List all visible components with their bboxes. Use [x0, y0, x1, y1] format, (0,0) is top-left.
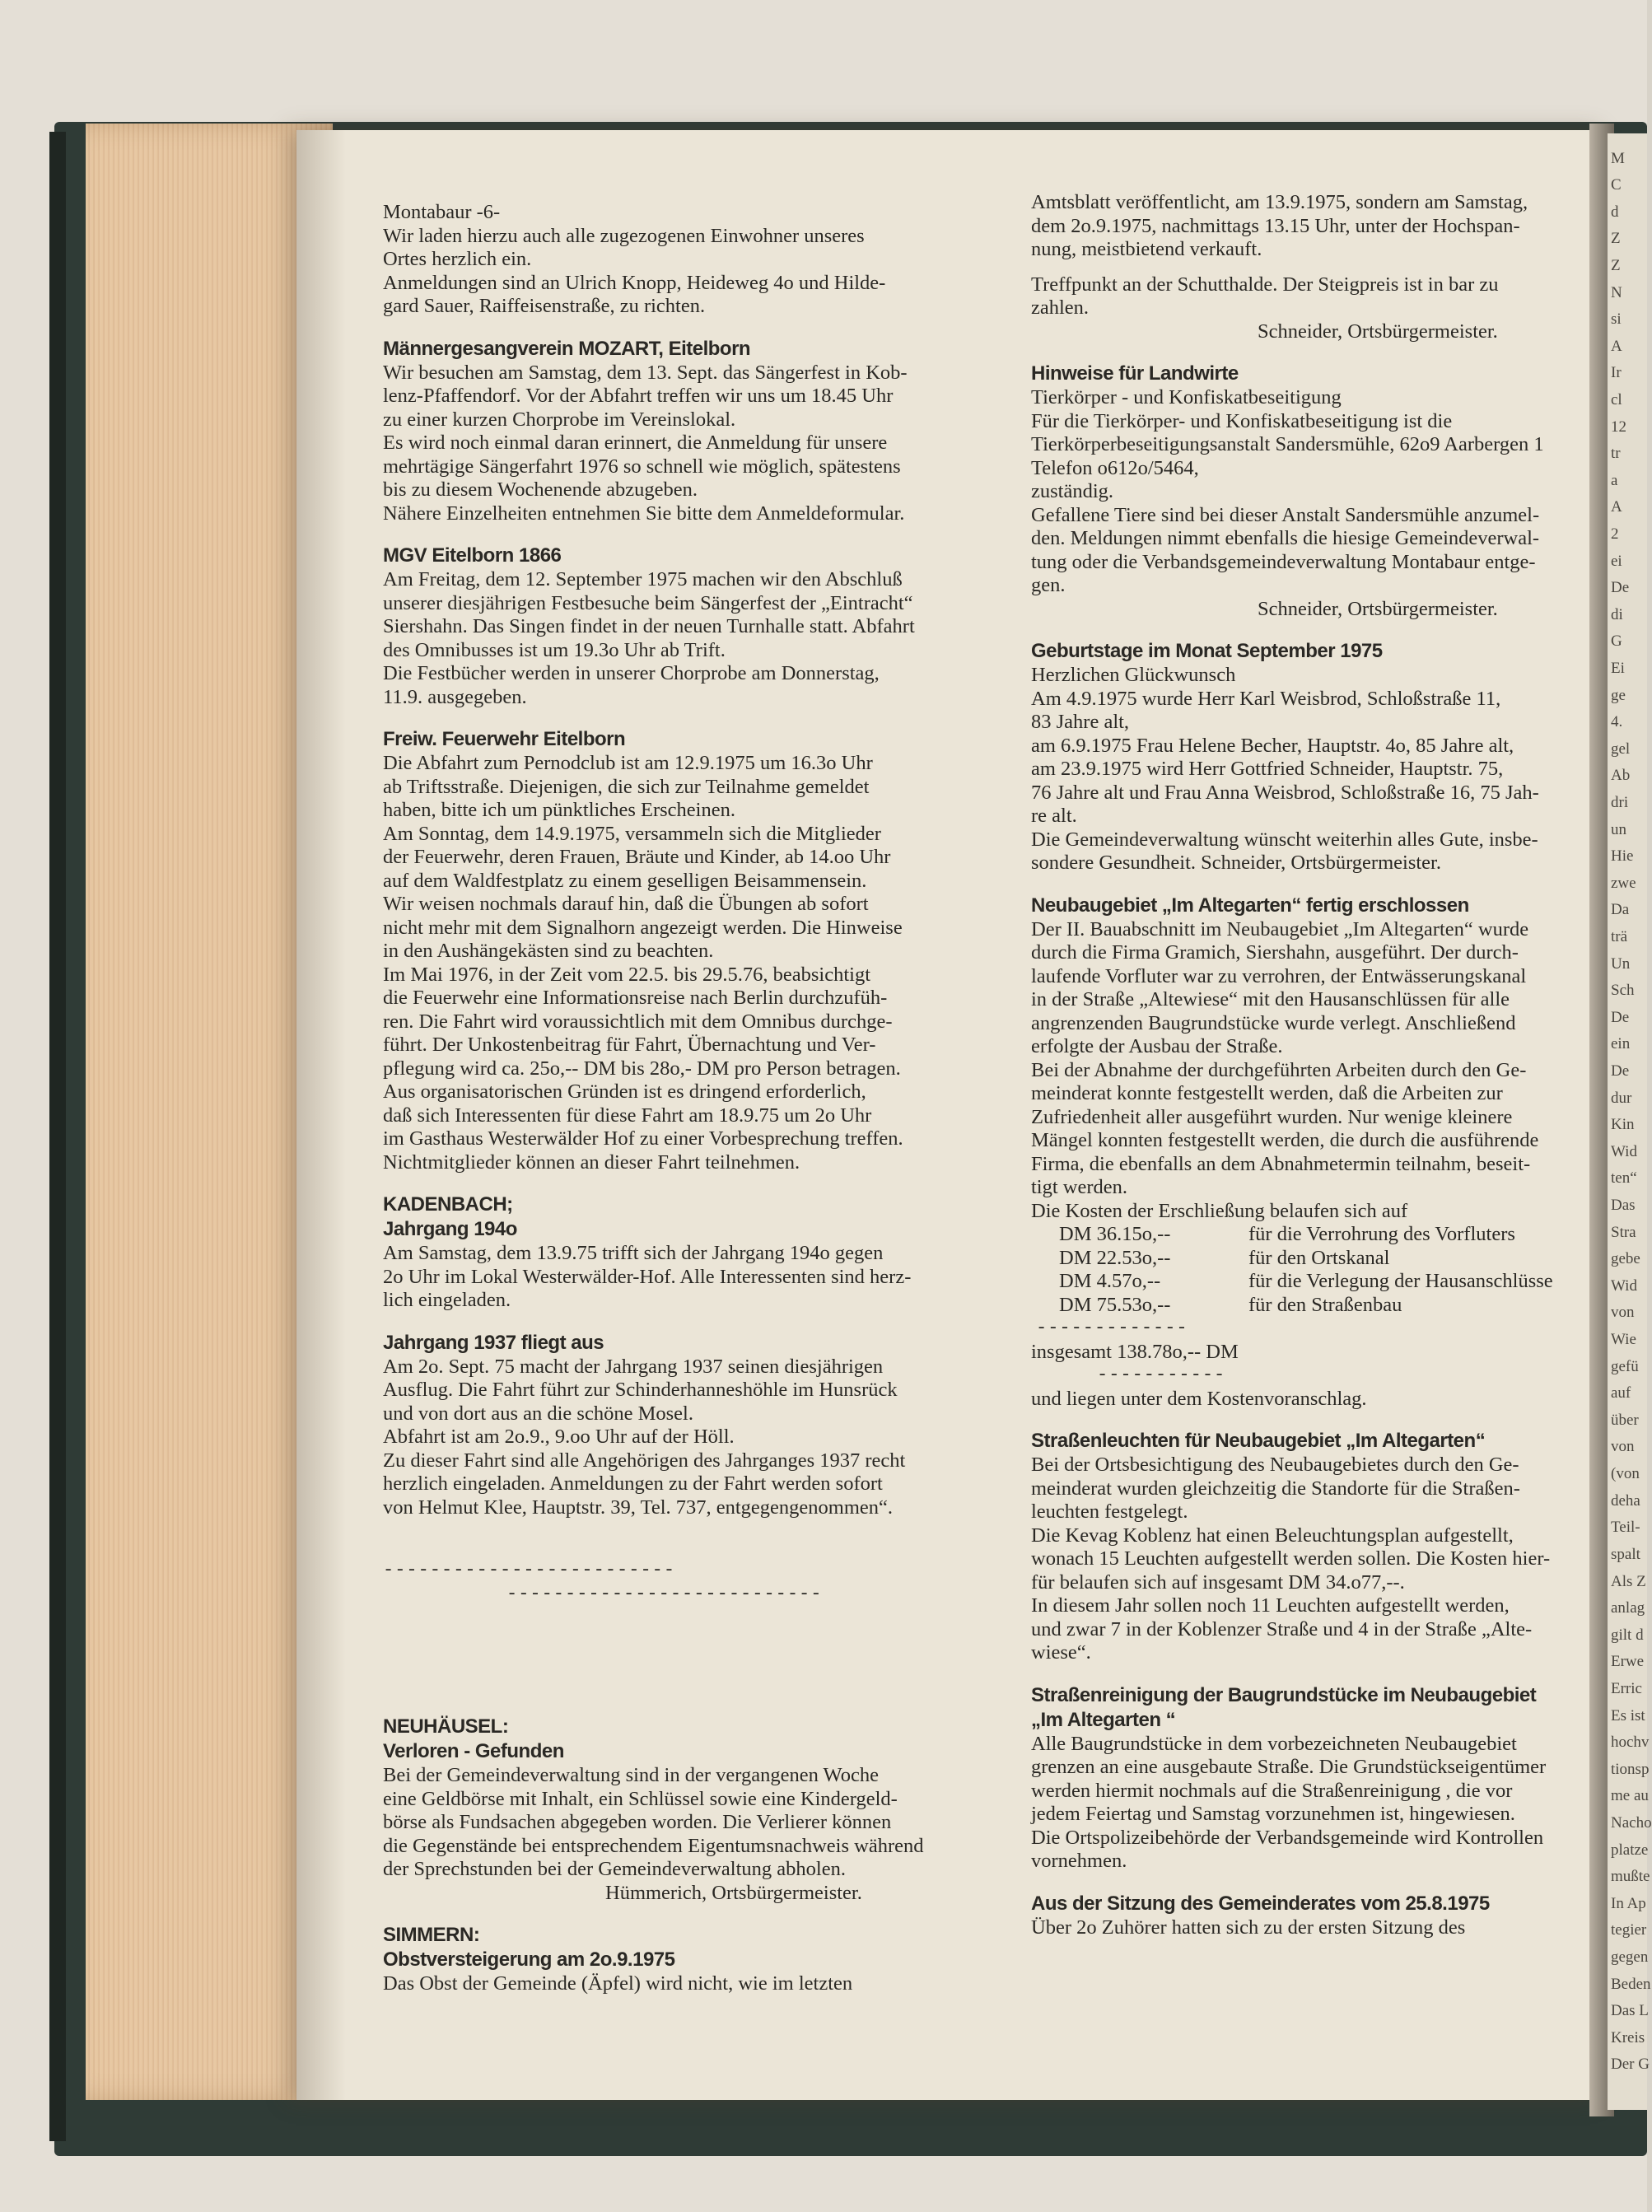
facing-page-text-fragment: mußte — [1611, 1868, 1650, 1885]
text-line: wiese“. — [1031, 1641, 1091, 1664]
cost-purpose: für den Straßenbau — [1248, 1293, 1402, 1316]
text-line: erfolgte der Ausbau der Straße. — [1031, 1035, 1283, 1057]
left-column — [383, 201, 992, 1996]
facing-page-text-fragment: von — [1611, 1438, 1635, 1455]
text-line: ab Triftsstraße. Diejenigen, die sich zur Teilnahme gemeldet — [383, 775, 870, 798]
facing-page-text-fragment: gebe — [1611, 1250, 1640, 1267]
facing-page-text-fragment: ein — [1611, 1035, 1631, 1052]
article-heading: MGV Eitelborn 1866 — [383, 544, 562, 567]
text-line: grenzen an eine ausgebaute Straße. Die Grundstückseigentümer — [1031, 1756, 1547, 1778]
cost-amount: DM 4.57o,-- — [1059, 1270, 1161, 1292]
page-stack-edges — [86, 124, 333, 2100]
section-divider: --------------------------- — [506, 1583, 823, 1604]
text-line: meinderat konnte festgestellt werden, daß die Arbeiten zur — [1031, 1082, 1503, 1104]
signature: Schneider, Ortsbürgermeister. — [1258, 320, 1498, 343]
text-line: Am Samstag, dem 13.9.75 trifft sich der Jahrgang 194o gegen — [383, 1242, 884, 1264]
facing-page-text-fragment: A — [1611, 338, 1622, 355]
text-line: durch die Firma Gramich, Siershahn, ausgeführt. Der durch- — [1031, 941, 1519, 964]
cost-purpose: für die Verrohrung des Vorfluters — [1248, 1223, 1515, 1245]
facing-page-text-fragment: gefü — [1611, 1358, 1639, 1375]
text-line: Am Sonntag, dem 14.9.1975, versammeln sich die Mitglieder — [383, 822, 881, 845]
facing-page-text-fragment: De — [1611, 1009, 1630, 1026]
text-line: herzlich eingeladen. Anmeldungen zu der Fahrt werden sofort — [383, 1472, 883, 1495]
facing-page-text-fragment: ten“ — [1611, 1169, 1637, 1187]
text-line: re alt. — [1031, 805, 1077, 827]
text-line: Die Festbücher werden in unserer Chorprobe am Donnerstag, — [383, 662, 880, 684]
text-line: und liegen unter dem Kostenvoranschlag. — [1031, 1387, 1367, 1410]
facing-page-text-fragment: gel — [1611, 740, 1631, 758]
facing-page-text-fragment: über — [1611, 1412, 1639, 1429]
cost-purpose: für den Ortskanal — [1248, 1246, 1390, 1269]
facing-page-text-fragment: auf — [1611, 1384, 1631, 1402]
facing-page-text-fragment: Ei — [1611, 660, 1625, 677]
text-line: den. Meldungen nimmt ebenfalls die hiesige Gemeindeverwal- — [1031, 527, 1540, 549]
article-heading: Hinweise für Landwirte — [1031, 362, 1239, 385]
text-line: des Omnibusses ist um 19.3o Uhr ab Trift. — [383, 638, 726, 661]
facing-page-text-fragment: C — [1611, 176, 1622, 194]
text-line: Mängel konnten festgestellt werden, die durch die ausführende — [1031, 1129, 1539, 1151]
text-line: mehrtägige Sängerfahrt 1976 so schnell wie möglich, spätestens — [383, 455, 901, 478]
facing-page-text-fragment: ei — [1611, 553, 1622, 570]
text-line: wonach 15 Leuchten aufgestellt werden sollen. Die Kosten hier- — [1031, 1547, 1551, 1570]
cost-row — [1031, 1270, 1591, 1294]
text-line: dem 2o.9.1975, nachmittags 13.15 Uhr, unter der Hochspan- — [1031, 214, 1520, 237]
text-line: Nichtmitglieder können an dieser Fahrt teilnehmen. — [383, 1150, 800, 1174]
text-line: gen. — [1031, 574, 1066, 596]
text-line: Gefallene Tiere sind bei dieser Anstalt Sandersmühle anzumel- — [1031, 503, 1540, 526]
article-heading: Männergesangverein MOZART, Eitelborn — [383, 337, 751, 360]
text-line: führt. Der Unkostenbeitrag für Fahrt, Übernachtung und Ver- — [383, 1034, 876, 1056]
text-line: Der II. Bauabschnitt im Neubaugebiet „Im Altegarten“ wurde — [1031, 917, 1529, 940]
article-landwirte — [1031, 362, 1591, 621]
facing-page-text-fragment: zwe — [1611, 875, 1636, 892]
facing-page-fragment — [1608, 133, 1652, 2110]
text-line: Am 4.9.1975 wurde Herr Karl Weisbrod, Schloßstraße 11, — [1031, 687, 1501, 710]
facing-page-text-fragment: platze — [1611, 1841, 1649, 1859]
cost-total: insgesamt 138.78o,-- DM — [1031, 1340, 1239, 1363]
text-line: tung oder die Verbandsgemeindeverwaltung Montabaur entge- — [1031, 550, 1536, 573]
text-line: Für die Tierkörper- und Konfiskatbeseitigung ist die — [1031, 409, 1453, 432]
facing-page-text-fragment: di — [1611, 606, 1623, 623]
text-line: 83 Jahre alt, — [1031, 711, 1130, 733]
facing-page-text-fragment: anlag — [1611, 1599, 1645, 1617]
facing-page-text-fragment: ge — [1611, 687, 1626, 704]
text-line: Die Abfahrt zum Pernodclub ist am 12.9.1975 um 16.3o Uhr — [383, 752, 873, 774]
facing-page-text-fragment: Z — [1611, 257, 1621, 274]
text-line: in der Straße „Altewiese“ mit den Hausanschlüssen für alle — [1031, 988, 1510, 1010]
text-line: die Feuerwehr eine Informationsreise nach Berlin durchzufüh- — [383, 987, 888, 1009]
facing-page-text-fragment: 4. — [1611, 713, 1623, 730]
text-line: gard Sauer, Raiffeisenstraße, zu richten. — [383, 295, 706, 317]
article-strassenleuchten — [1031, 1429, 1591, 1665]
total-divider: ------------- — [1036, 1318, 1188, 1338]
text-line: Firma, die ebenfalls an dem Abnahmetermin teilnahm, beseit- — [1031, 1152, 1531, 1175]
article-neuhaeusel — [383, 1715, 992, 1905]
article-neubaugebiet — [1031, 894, 1591, 1412]
facing-page-text-fragment: Z — [1611, 230, 1621, 247]
text-line: Tierkörper - und Konfiskatbeseitigung — [1031, 386, 1342, 408]
text-line: börse als Fundsachen abgegeben worden. Die Verlierer können — [383, 1811, 892, 1833]
facing-page-text-fragment: 12 — [1611, 418, 1626, 436]
article-heading: Neubaugebiet „Im Altegarten“ fertig erschlossen — [1031, 894, 1469, 917]
cost-row — [1031, 1223, 1591, 1247]
text-line: Amtsblatt veröffentlicht, am 13.9.1975, sondern am Samstag, — [1031, 191, 1528, 213]
article-heading: Jahrgang 194o — [383, 1218, 517, 1240]
cost-amount: DM 75.53o,-- — [1059, 1293, 1171, 1316]
article-mgv — [383, 544, 992, 709]
facing-page-text-fragment: trä — [1611, 928, 1628, 945]
intro-block — [383, 201, 992, 319]
facing-page-text-fragment: 2 — [1611, 525, 1619, 543]
article-sitzung — [1031, 1892, 1591, 1940]
text-line: Die Gemeindeverwaltung wünscht weiterhin alles Gute, insbe- — [1031, 828, 1538, 851]
page-shadow — [296, 130, 346, 2100]
text-line: die Gegenstände bei entsprechendem Eigentumsnachweis während — [383, 1834, 924, 1857]
facing-page-text-fragment: De — [1611, 579, 1630, 596]
text-line: im Gasthaus Westerwälder Hof zu einer Vorbesprechung treffen. — [383, 1127, 903, 1150]
cost-purpose: für die Verlegung der Hausanschlüsse — [1248, 1270, 1553, 1292]
article-simmern — [383, 1923, 992, 1996]
text-line: bis zu diesem Wochenende abzugeben. — [383, 478, 698, 501]
text-line: vornehmen. — [1031, 1850, 1127, 1872]
facing-page-text-fragment: Es ist — [1611, 1707, 1645, 1724]
text-line: unserer diesjährigen Festbesuche beim Sängerfest der „Eintracht“ — [383, 591, 913, 614]
facing-page-text-fragment: Sch — [1611, 982, 1635, 999]
article-heading: Aus der Sitzung des Gemeinderates vom 25.8.1975 — [1031, 1892, 1490, 1915]
text-line: leuchten festgelegt. — [1031, 1500, 1188, 1523]
text-line: Wir weisen nochmals darauf hin, daß die Übungen ab sofort — [383, 893, 869, 915]
text-line: Herzlichen Glückwunsch — [1031, 664, 1236, 686]
facing-page-text-fragment: si — [1611, 310, 1622, 328]
text-line: Die Ortspolizeibehörde der Verbandsgemeinde wird Kontrollen — [1031, 1826, 1544, 1849]
text-line: auf dem Waldfestplatz zu einem geselligen Beisammensein. — [383, 869, 867, 892]
facing-page-text-fragment: gegen — [1611, 1948, 1649, 1966]
text-line: Aus organisatorischen Gründen ist es dringend erforderlich, — [383, 1080, 866, 1103]
text-line: am 6.9.1975 Frau Helene Becher, Hauptstr. 4o, 85 Jahre alt, — [1031, 734, 1514, 757]
facing-page-text-fragment: De — [1611, 1062, 1630, 1080]
text-line: Telefon o612o/5464, — [1031, 456, 1199, 479]
article-heading: Verloren - Gefunden — [383, 1740, 564, 1762]
facing-page-text-fragment: Der G — [1611, 2056, 1650, 2073]
text-line: daß sich Interessenten für diese Fahrt am 18.9.75 um 2o Uhr — [383, 1104, 872, 1127]
facing-page-text-fragment: Das — [1611, 1197, 1636, 1214]
article-kadenbach — [383, 1192, 992, 1313]
article-jahrgang-1937 — [383, 1331, 992, 1520]
text-line: Bei der Ortsbesichtigung des Neubaugebietes durch den Ge- — [1031, 1454, 1519, 1476]
text-line: Nähere Einzelheiten entnehmen Sie bitte dem Anmeldeformular. — [383, 502, 905, 525]
text-line: angrenzenden Baugrundstücke wurde verlegt. Anschließend — [1031, 1011, 1516, 1034]
text-line: in den Aushängekästen sind zu beachten. — [383, 940, 714, 962]
facing-page-text-fragment: (von — [1611, 1465, 1640, 1482]
facing-page-text-fragment: a — [1611, 472, 1618, 489]
page-header: Montabaur -6- — [383, 201, 501, 223]
facing-page-text-fragment: Ir — [1611, 364, 1622, 381]
facing-page-text-fragment: spalt — [1611, 1546, 1640, 1563]
article-feuerwehr — [383, 727, 992, 1174]
article-geburtstage — [1031, 639, 1591, 875]
cost-row — [1031, 1294, 1591, 1318]
signature: Hümmerich, Ortsbürgermeister. — [605, 1881, 862, 1904]
text-line: haben, bitte ich um pünktliches Erscheinen. — [383, 799, 735, 821]
text-line: Zufriedenheit aller ausgeführt wurden. Nur wenige kleinere — [1031, 1105, 1513, 1128]
facing-page-text-fragment: Beden — [1611, 1976, 1651, 1993]
text-line: zuständig. — [1031, 480, 1114, 502]
facing-page-text-fragment: tr — [1611, 445, 1621, 462]
text-line: der Feuerwehr, deren Frauen, Bräute und Kinder, ab 14.oo Uhr — [383, 846, 891, 868]
section-divider: ------------------------- — [383, 1560, 676, 1580]
facing-page-text-fragment: hochv — [1611, 1734, 1650, 1751]
text-line: lich eingeladen. — [383, 1289, 511, 1311]
text-line: 76 Jahre alt und Frau Anna Weisbrod, Schloßstraße 16, 75 Jah- — [1031, 781, 1539, 804]
facing-page-text-fragment: cl — [1611, 391, 1622, 408]
cost-row — [1031, 1247, 1591, 1271]
text-line: zahlen. — [1031, 296, 1090, 319]
article-mozart — [383, 337, 992, 526]
text-line: Es wird noch einmal daran erinnert, die Anmeldung für unsere — [383, 432, 888, 454]
text-line: Wir besuchen am Samstag, dem 13. Sept. das Sängerfest in Kob- — [383, 361, 908, 384]
facing-page-text-fragment: Hie — [1611, 847, 1634, 865]
facing-page-text-fragment: Als Z — [1611, 1573, 1646, 1590]
text-line: 11.9. ausgegeben. — [383, 685, 527, 708]
text-line: am 23.9.1975 wird Herr Gottfried Schneider, Hauptstr. 75, — [1031, 758, 1504, 780]
text-line: Am 2o. Sept. 75 macht der Jahrgang 1937 seinen diesjährigen — [383, 1355, 884, 1378]
text-line: Anmeldungen sind an Ulrich Knopp, Heideweg 4o und Hilde- — [383, 271, 886, 294]
location-heading: SIMMERN: — [383, 1924, 480, 1946]
facing-page-text-fragment: Kreis — [1611, 2029, 1645, 2046]
facing-page-text-fragment: Das L — [1611, 2002, 1649, 2019]
text-line: Alle Baugrundstücke in dem vorbezeichneten Neubaugebiet — [1031, 1732, 1517, 1755]
text-line: ren. Die Fahrt wird voraussichtlich mit dem Omnibus durchge- — [383, 1010, 893, 1033]
facing-page-text-fragment: In Ap — [1611, 1895, 1646, 1912]
facing-page-text-fragment: Wie — [1611, 1331, 1636, 1348]
text-line: Treffpunkt an der Schutthalde. Der Steigpreis ist in bar zu — [1031, 273, 1499, 296]
right-column — [1031, 191, 1591, 1939]
text-line: Am Freitag, dem 12. September 1975 machen wir den Abschluß — [383, 568, 903, 590]
text-line: und von dort aus an die schöne Mosel. — [383, 1402, 693, 1425]
facing-page-text-fragment: me au — [1611, 1787, 1649, 1804]
facing-page-text-fragment: un — [1611, 821, 1626, 838]
facing-page-text-fragment: N — [1611, 284, 1622, 301]
facing-page-text-fragment: A — [1611, 498, 1622, 516]
text-line: nung, meistbietend verkauft. — [1031, 238, 1262, 260]
location-heading: NEUHÄUSEL: — [383, 1715, 509, 1738]
facing-page-text-fragment: Erwe — [1611, 1653, 1645, 1670]
signature: Schneider, Ortsbürgermeister. — [1258, 597, 1498, 620]
text-line: nicht mehr mit dem Signalhorn angezeigt werden. Die Hinweise — [383, 916, 903, 939]
article-heading: Straßenreinigung der Baugrundstücke im Neubaugebiet — [1031, 1683, 1537, 1706]
facing-page-text-fragment: M — [1611, 150, 1625, 167]
article-heading: Obstversteigerung am 2o.9.1975 — [383, 1948, 675, 1971]
facing-page-text-fragment: Da — [1611, 901, 1630, 918]
facing-page-text-fragment: Teil- — [1611, 1519, 1640, 1536]
text-line: und zwar 7 in der Koblenzer Straße und 4 in der Straße „Alte- — [1031, 1617, 1533, 1640]
text-line: tigt werden. — [1031, 1176, 1128, 1198]
text-line: Im Mai 1976, in der Zeit vom 22.5. bis 29.5.76, beabsichtigt — [383, 963, 871, 986]
text-line: von Helmut Klee, Hauptstr. 39, Tel. 737, entgegengenommen“. — [383, 1496, 894, 1519]
text-line: Über 2o Zuhörer hatten sich zu der ersten Sitzung des — [1031, 1916, 1466, 1939]
continued-text — [1031, 191, 1591, 343]
facing-page-text-fragment: Nacho — [1611, 1814, 1652, 1832]
article-heading: Straßenleuchten für Neubaugebiet „Im Altegarten“ — [1031, 1430, 1486, 1452]
text-line: laufende Vorfluter war zu verrohren, der Entwässerungskanal — [1031, 964, 1527, 987]
facing-page-text-fragment: tionsp — [1611, 1761, 1650, 1778]
text-line: Abfahrt ist am 2o.9., 9.oo Uhr auf der Höll. — [383, 1426, 735, 1448]
facing-page-text-fragment: Ab — [1611, 767, 1631, 784]
text-line: werden hiermit nochmals auf die Straßenreinigung , die vor — [1031, 1779, 1513, 1802]
article-heading: Jahrgang 1937 fliegt aus — [383, 1331, 604, 1354]
facing-page-text-fragment: Kin — [1611, 1116, 1635, 1133]
text-line: Tierkörperbeseitigungsanstalt Sandersmühle, 62o9 Aarbergen 1 — [1031, 433, 1544, 455]
text-line: Das Obst der Gemeinde (Äpfel) wird nicht, wie im letzten — [383, 1972, 853, 1995]
cost-amount: DM 36.15o,-- — [1059, 1223, 1171, 1245]
facing-page-text-fragment: tegier — [1611, 1921, 1647, 1939]
text-line: pflegung wird ca. 25o,-- DM bis 28o,- DM pro Person betragen. — [383, 1057, 901, 1080]
facing-page-text-fragment: G — [1611, 632, 1622, 650]
text-line: Ausflug. Die Fahrt führt zur Schinderhanneshöhle im Hunsrück — [383, 1379, 898, 1401]
facing-page-text-fragment: Erric — [1611, 1680, 1642, 1697]
facing-page-text-fragment: Stra — [1611, 1224, 1636, 1241]
text-line: In diesem Jahr sollen noch 11 Leuchten aufgestellt werden, — [1031, 1594, 1510, 1617]
text-line: 2o Uhr im Lokal Westerwälder-Hof. Alle Interessenten sind herz- — [383, 1265, 912, 1288]
text-line: Die Kosten der Erschließung belaufen sich auf — [1031, 1199, 1408, 1222]
text-line: jedem Feiertag und Samstag vorzunehmen ist, hingewiesen. — [1031, 1803, 1515, 1825]
text-line: eine Geldbörse mit Inhalt, ein Schlüssel sowie eine Kindergeld- — [383, 1787, 898, 1810]
article-heading: „Im Altegarten “ — [1031, 1708, 1176, 1731]
cost-amount: DM 22.53o,-- — [1059, 1246, 1171, 1269]
text-line: Siershahn. Das Singen findet in der neuen Turnhalle statt. Abfahrt — [383, 615, 915, 637]
facing-page-text-fragment: dri — [1611, 794, 1629, 811]
text-line: sondere Gesundheit. Schneider, Ortsbürgermeister. — [1031, 852, 1441, 874]
facing-page-text-fragment: gilt d — [1611, 1626, 1644, 1644]
text-line: Bei der Abnahme der durchgeführten Arbeiten durch den Ge- — [1031, 1058, 1527, 1081]
text-line: Bei der Gemeindeverwaltung sind in der vergangenen Woche — [383, 1764, 879, 1786]
facing-page-text-fragment: Wid — [1611, 1143, 1637, 1160]
article-strassenreinigung — [1031, 1683, 1591, 1874]
text-line: Die Kevag Koblenz hat einen Beleuchtungsplan aufgestellt, — [1031, 1524, 1514, 1547]
facing-page-text-fragment: d — [1611, 203, 1619, 221]
text-line: lenz-Pfaffendorf. Vor der Abfahrt treffen wir uns um 18.45 Uhr — [383, 385, 894, 407]
book-spine-edge — [49, 132, 66, 2141]
text-line: Zu dieser Fahrt sind alle Angehörigen des Jahrganges 1937 recht — [383, 1449, 906, 1472]
text-line: Wir laden hierzu auch alle zugezogenen Einwohner unseres — [383, 224, 865, 247]
text-line: zu einer kurzen Chorprobe im Vereinslokal. — [383, 408, 736, 431]
text-line: der Sprechstunden bei der Gemeindeverwaltung abholen. — [383, 1858, 846, 1880]
total-divider: ----------- — [1097, 1365, 1226, 1385]
text-line: meinderat wurden gleichzeitig die Standorte für die Straßen- — [1031, 1477, 1520, 1500]
facing-page-text-fragment: deha — [1611, 1492, 1640, 1510]
facing-page-text-fragment: von — [1611, 1304, 1635, 1321]
text-line: Ortes herzlich ein. — [383, 248, 532, 270]
article-heading: Geburtstage im Monat September 1975 — [1031, 640, 1383, 662]
text-line: für belaufen sich auf insgesamt DM 34.o77,--. — [1031, 1570, 1405, 1594]
article-heading: Freiw. Feuerwehr Eitelborn — [383, 728, 626, 750]
facing-page-text-fragment: dur — [1611, 1090, 1632, 1107]
location-heading: KADENBACH; — [383, 1193, 513, 1216]
facing-page-text-fragment: Wid — [1611, 1277, 1637, 1295]
facing-page-text-fragment: Un — [1611, 955, 1631, 973]
